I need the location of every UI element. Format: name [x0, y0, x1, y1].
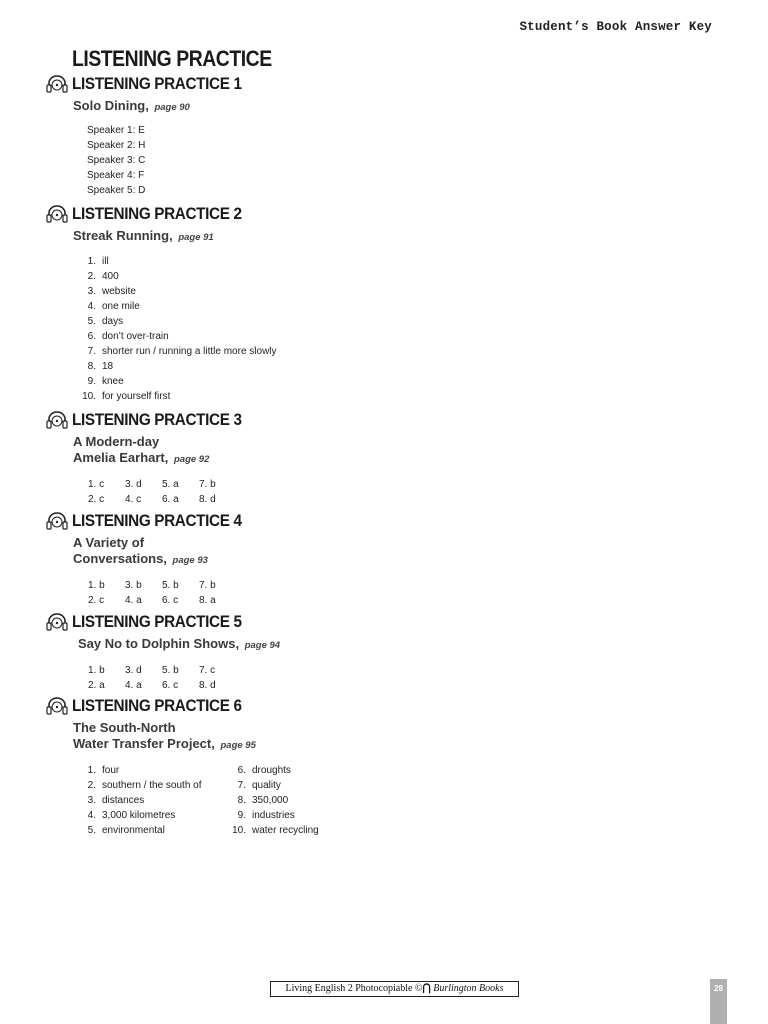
section-subtitle — [73, 450, 768, 468]
answer-cell: 6. c — [162, 595, 179, 606]
section-title: LISTENING PRACTICE 6 — [72, 696, 242, 715]
answer-text: water recycling — [252, 825, 319, 836]
answer-number: 2. — [87, 271, 96, 282]
answer-number: 10. — [232, 825, 246, 836]
answer-item — [223, 808, 319, 823]
answer-row — [0, 678, 768, 693]
answer-row — [0, 663, 768, 678]
section-listening-practice-4 — [0, 510, 768, 608]
answer-item — [73, 763, 202, 778]
answer-text: 18 — [102, 361, 114, 372]
answer-number: 1. — [87, 765, 96, 776]
page-reference: page 95 — [220, 740, 256, 751]
answer-text: 3,000 kilometres — [102, 810, 176, 821]
answer-list — [73, 254, 768, 404]
answer-row — [0, 578, 768, 593]
answer-cell: 5. b — [162, 580, 179, 591]
answer-number: 6. — [237, 765, 246, 776]
answer-cell: 3. b — [125, 580, 142, 591]
answer-cell: 8. d — [199, 680, 216, 691]
answer-number: 3. — [87, 795, 96, 806]
answer-cell: 8. d — [199, 494, 216, 505]
answer-cell: 6. a — [162, 494, 179, 505]
answer-item — [73, 778, 202, 793]
section-subtitle — [73, 551, 768, 569]
answer-item — [73, 269, 768, 284]
answer-row — [0, 593, 768, 608]
answer-text: ill — [102, 256, 109, 267]
answer-list-left — [73, 763, 202, 838]
page-number-tab: 28 — [710, 979, 727, 1024]
section-subtitle — [73, 228, 768, 246]
answer-list — [87, 123, 768, 198]
section-title: LISTENING PRACTICE 4 — [72, 511, 242, 530]
book-answer-key-header: Student’s Book Answer Key — [519, 20, 712, 34]
answer-text: don’t over-train — [102, 331, 169, 342]
answer-number: 7. — [237, 780, 246, 791]
answer-item — [223, 778, 319, 793]
subtitle-text: Streak Running, — [73, 228, 173, 243]
headphones-cd-icon — [46, 612, 68, 632]
answer-cell: 2. c — [88, 595, 105, 606]
answer-number: 9. — [237, 810, 246, 821]
subtitle-text: Water Transfer Project, — [73, 736, 215, 751]
answer-item — [73, 284, 768, 299]
answer-item — [73, 329, 768, 344]
section-listening-practice-1 — [0, 73, 768, 198]
answer-number: 5. — [87, 825, 96, 836]
page-reference: page 91 — [178, 232, 214, 243]
publisher-name: Burlington Books — [433, 983, 504, 994]
section-subtitle — [73, 736, 768, 754]
answer-number: 9. — [87, 376, 96, 387]
answer-text: for yourself first — [102, 391, 171, 402]
answer-item: Speaker 1: E — [87, 125, 145, 136]
answer-item — [73, 299, 768, 314]
answer-cell: 7. b — [199, 580, 216, 591]
section-subtitle-line: A Variety of — [73, 535, 145, 550]
answer-item — [73, 389, 768, 404]
headphones-cd-icon — [46, 74, 68, 94]
publisher-logo-mark: ⋂ — [422, 983, 431, 994]
answer-number: 8. — [237, 795, 246, 806]
answer-number: 5. — [87, 316, 96, 327]
headphones-cd-icon — [46, 511, 68, 531]
answer-text: 400 — [102, 271, 119, 282]
page-reference: page 94 — [244, 640, 281, 651]
answer-item: Speaker 3: C — [87, 155, 146, 166]
section-subtitle-line: A Modern-day — [73, 434, 160, 449]
section-title: LISTENING PRACTICE 2 — [72, 204, 242, 223]
answer-text: shorter run / running a little more slowly — [102, 346, 277, 357]
section-subtitle — [73, 98, 768, 116]
answer-text: one mile — [102, 301, 140, 312]
answer-item — [223, 823, 319, 838]
answer-cell: 8. a — [199, 595, 216, 606]
answer-list-right — [223, 763, 319, 838]
section-listening-practice-5 — [0, 611, 768, 693]
answer-text: four — [102, 765, 120, 776]
answer-cell: 6. c — [162, 680, 179, 691]
headphones-cd-icon — [46, 204, 68, 224]
answer-item — [73, 823, 202, 838]
answer-text: website — [102, 286, 136, 297]
answer-item — [223, 793, 319, 808]
answer-number: 4. — [87, 301, 96, 312]
answer-number: 2. — [87, 780, 96, 791]
headphones-cd-icon — [46, 696, 68, 716]
section-listening-practice-3 — [0, 409, 768, 507]
answer-row — [0, 477, 768, 492]
page-title: LISTENING PRACTICE — [72, 46, 272, 71]
answer-item — [73, 793, 202, 808]
footer-copyright — [270, 981, 519, 997]
answer-item: Speaker 2: H — [87, 140, 146, 151]
section-title: LISTENING PRACTICE 1 — [72, 74, 242, 93]
page-reference: page 93 — [172, 555, 208, 566]
answer-item — [73, 808, 202, 823]
section-listening-practice-6 — [0, 695, 768, 843]
answer-number: 8. — [87, 361, 96, 372]
section-subtitle — [78, 636, 768, 654]
answer-item: Speaker 4: F — [87, 170, 145, 181]
answer-number: 3. — [87, 286, 96, 297]
answer-cell: 5. b — [162, 665, 179, 676]
answer-text: quality — [252, 780, 281, 791]
answer-cell: 3. d — [125, 479, 142, 490]
answer-columns — [0, 763, 768, 843]
answer-cell: 7. c — [199, 665, 216, 676]
page-reference: page 90 — [154, 102, 190, 113]
section-title: LISTENING PRACTICE 3 — [72, 410, 242, 429]
answer-text: droughts — [252, 765, 291, 776]
answer-text: knee — [102, 376, 124, 387]
answer-number: 10. — [82, 391, 96, 402]
page-reference: page 92 — [174, 454, 210, 465]
answer-cell: 4. a — [125, 595, 142, 606]
subtitle-text: Amelia Earhart, — [73, 450, 169, 465]
answer-item: Speaker 5: D — [87, 185, 146, 196]
answer-text: environmental — [102, 825, 165, 836]
answer-cell: 1. b — [88, 580, 105, 591]
headphones-cd-icon — [46, 410, 68, 430]
section-subtitle-line: The South-North — [73, 720, 176, 735]
answer-cell: 2. c — [88, 494, 105, 505]
answer-cell: 1. c — [88, 479, 105, 490]
answer-text: southern / the south of — [102, 780, 202, 791]
answer-number: 4. — [87, 810, 96, 821]
answer-text: days — [102, 316, 124, 327]
answer-number: 7. — [87, 346, 96, 357]
answer-row — [0, 492, 768, 507]
section-title: LISTENING PRACTICE 5 — [72, 612, 242, 631]
subtitle-text: Solo Dining, — [73, 98, 149, 113]
footer-text: Living English 2 Photocopiable © — [285, 983, 423, 994]
answer-number: 1. — [87, 256, 96, 267]
answer-cell: 5. a — [162, 479, 179, 490]
answer-item — [73, 254, 768, 269]
answer-text: distances — [102, 795, 145, 806]
answer-item — [73, 314, 768, 329]
answer-item — [73, 374, 768, 389]
answer-cell: 7. b — [199, 479, 216, 490]
answer-item — [73, 344, 768, 359]
answer-item — [223, 763, 319, 778]
answer-text: industries — [252, 810, 295, 821]
answer-text: 350,000 — [252, 795, 289, 806]
answer-cell: 1. b — [88, 665, 105, 676]
answer-cell: 4. c — [125, 494, 142, 505]
answer-grid — [0, 578, 768, 608]
answer-number: 6. — [87, 331, 96, 342]
answer-cell: 2. a — [88, 680, 105, 691]
answer-cell: 3. d — [125, 665, 142, 676]
subtitle-text: Conversations, — [73, 551, 167, 566]
answer-cell: 4. a — [125, 680, 142, 691]
section-listening-practice-2 — [0, 203, 768, 404]
subtitle-text: Say No to Dolphin Shows, — [78, 636, 240, 651]
answer-grid — [0, 663, 768, 693]
answer-grid — [0, 477, 768, 507]
answer-item — [73, 359, 768, 374]
